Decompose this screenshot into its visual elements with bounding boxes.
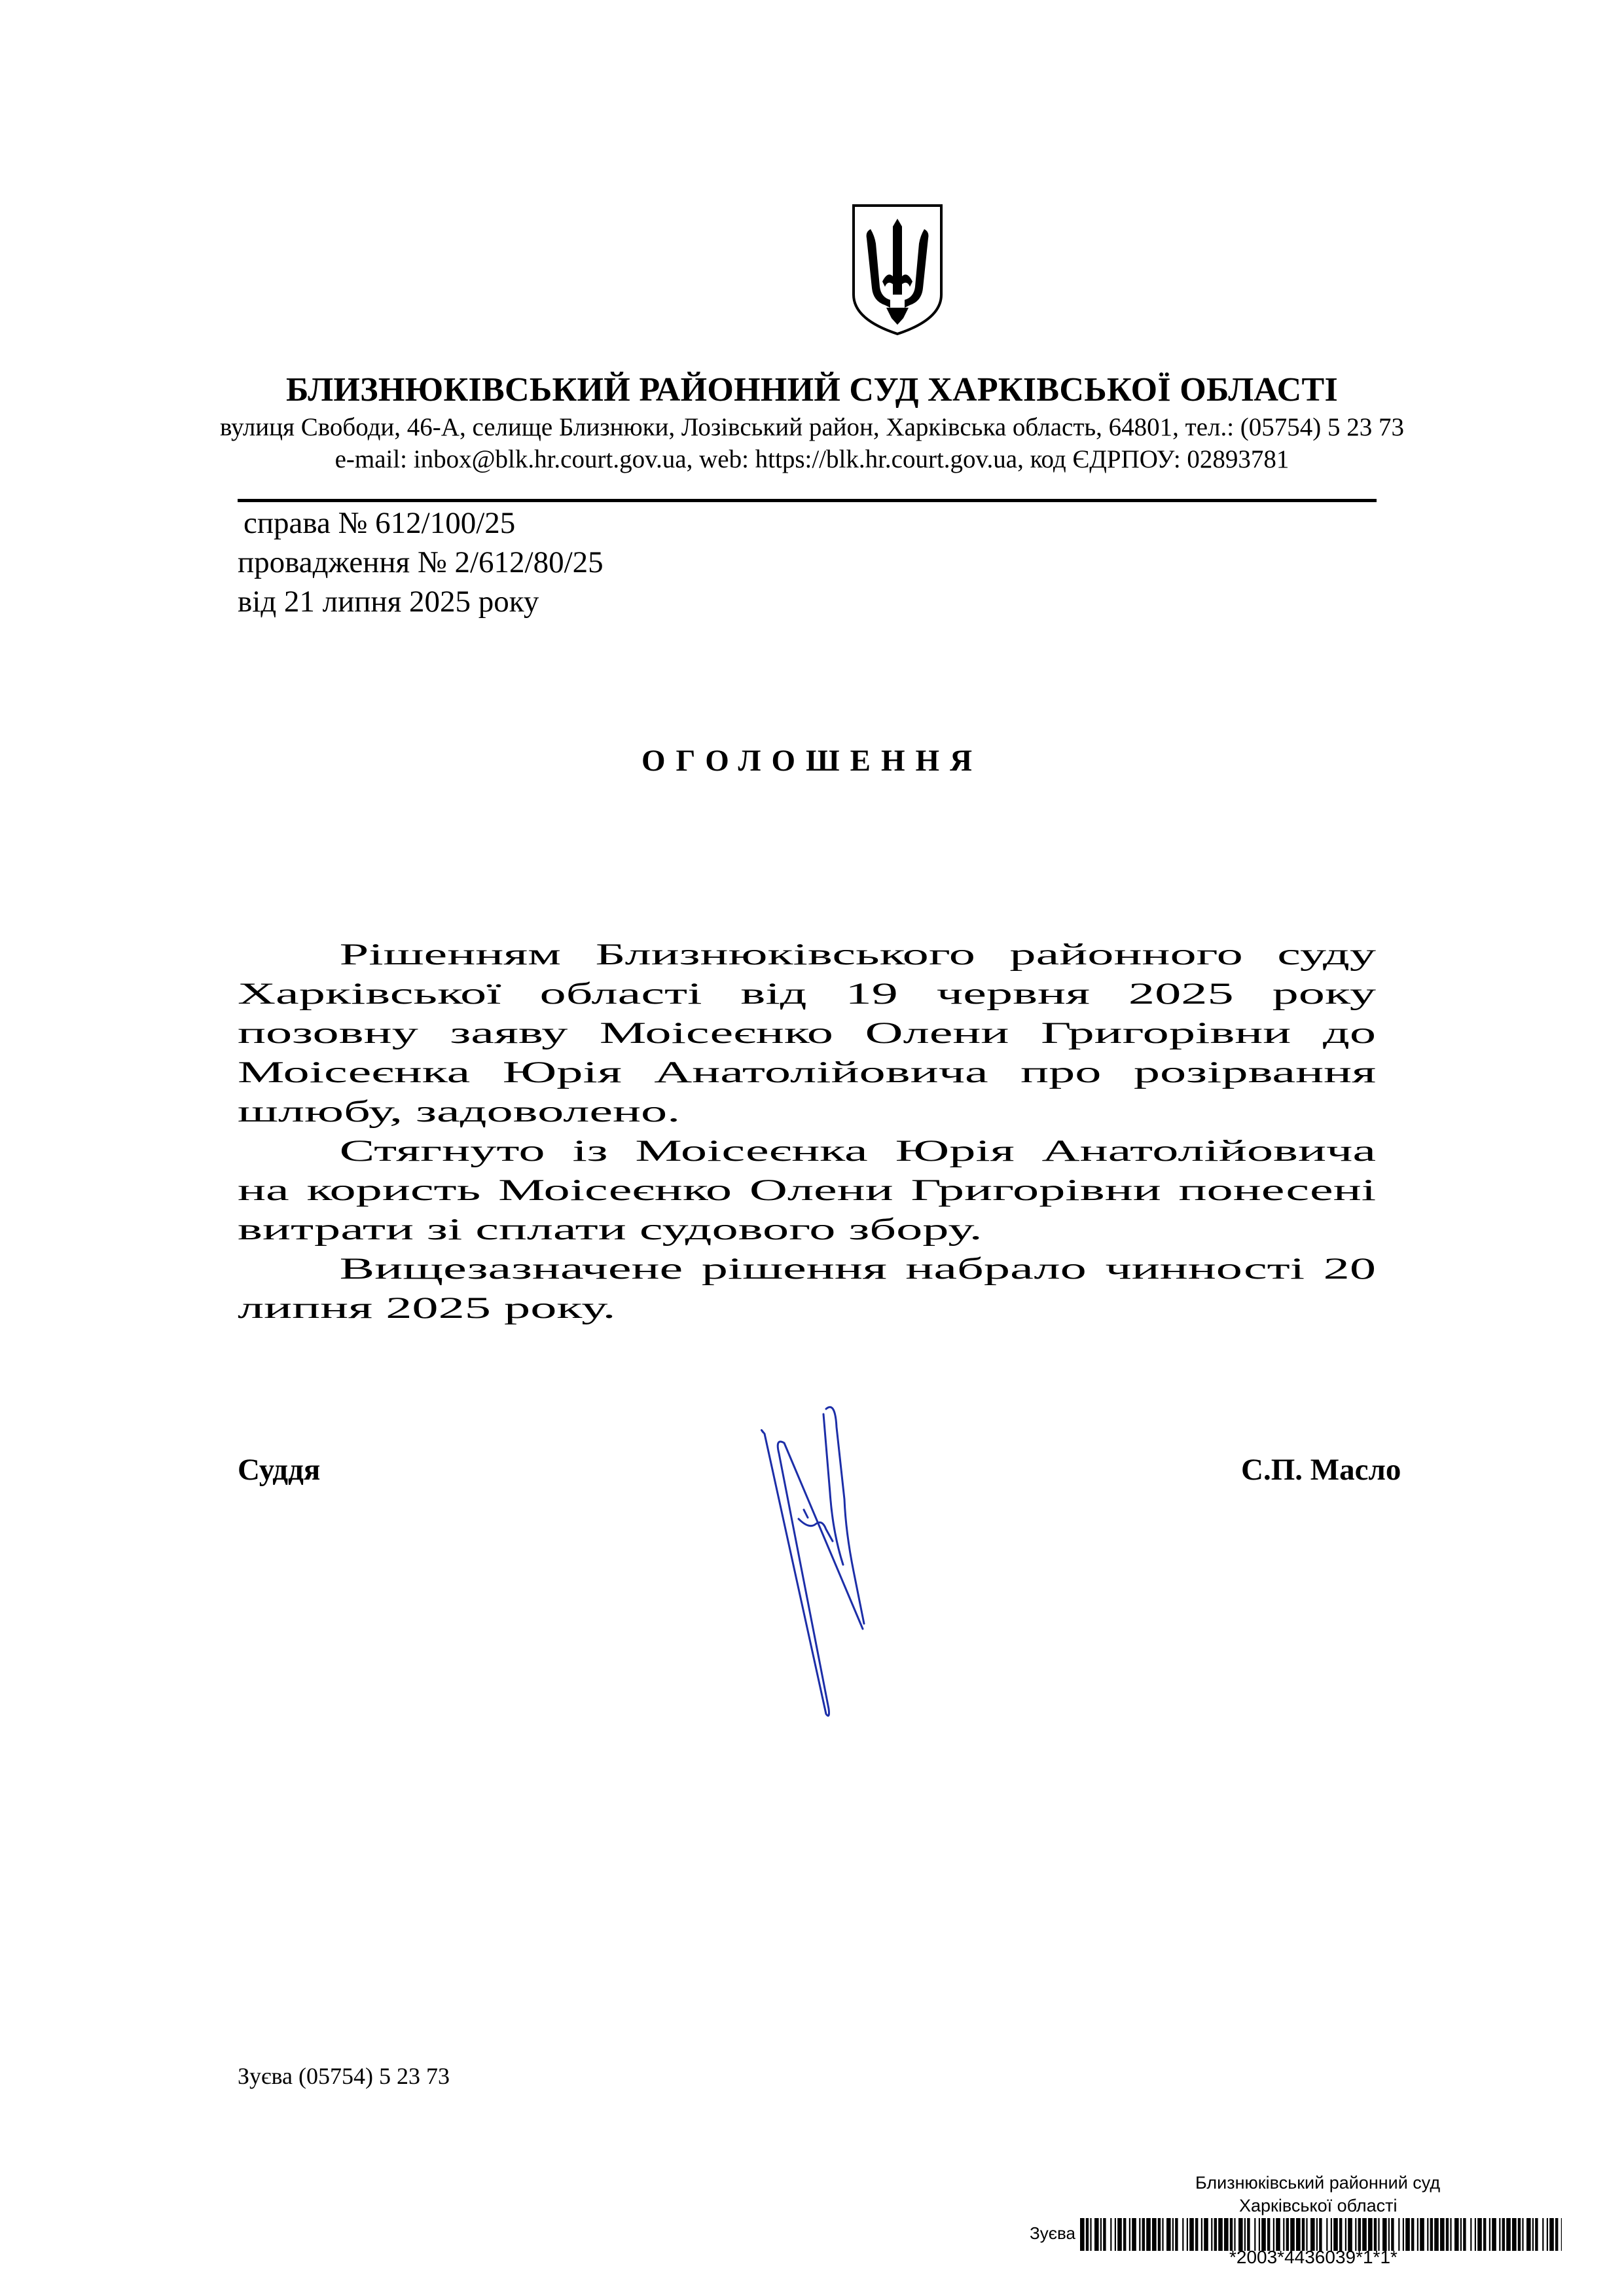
case-number: справа № 612/100/25 — [244, 506, 516, 540]
judge-name: С.П. Масло — [1241, 1453, 1401, 1487]
court-name: БЛИЗНЮКІВСЬКИЙ РАЙОННИЙ СУД ХАРКІВСЬКОЇ ОБЛАСТІ — [285, 371, 1339, 409]
body-paragraph: Вищезазначене рішення набрало чинності 20 липня 2025 року. — [238, 1252, 1377, 1325]
stamp-executor: Зуєва — [1030, 2223, 1075, 2243]
judge-role-label: Суддя — [238, 1453, 321, 1487]
header-divider — [238, 499, 1377, 502]
body-paragraph: Стягнуто із Моісеєнка Юрія Анатолійовича на користь Моісеєнко Олени Григорівни понесені витрати зі сплати судового збору. — [238, 1134, 1377, 1247]
document-title: ОГОЛОШЕННЯ — [641, 744, 983, 778]
trident-coat-of-arms-icon — [851, 203, 944, 337]
stamp-court-name: Близнюківський районний суд — [1195, 2173, 1441, 2193]
proceeding-number: провадження № 2/612/80/25 — [238, 545, 604, 579]
court-contacts: e-mail: inbox@blk.hr.court.gov.ua, web: https://blk.hr.court.gov.ua, код ЄДРПОУ: 02893781 — [334, 445, 1290, 473]
barcode-icon — [1080, 2218, 1562, 2251]
barcode-number: *2003*4436039*1*1* — [1229, 2247, 1398, 2267]
executor-contact: Зуєва (05754) 5 23 73 — [238, 2063, 450, 2089]
stamp-court-region: Харківської області — [1239, 2196, 1398, 2215]
document-date: від 21 липня 2025 року — [238, 585, 539, 619]
court-address: вулиця Свободи, 46-А, селище Близнюки, Лозівський район, Харківська область, 64801, тел.: (05754) 5 23 73 — [219, 413, 1405, 441]
announcement-body — [238, 935, 1376, 1328]
body-paragraph: Рішенням Близнюківського районного суду Харківської області від 19 червня 2025 року позовну заяву Моісеєнко Олени Григорівни до Моісеєнка Юрія Анатолійовича про розірвання шлюбу, задоволено. — [238, 938, 1377, 1129]
handwritten-signature-icon — [753, 1401, 884, 1722]
